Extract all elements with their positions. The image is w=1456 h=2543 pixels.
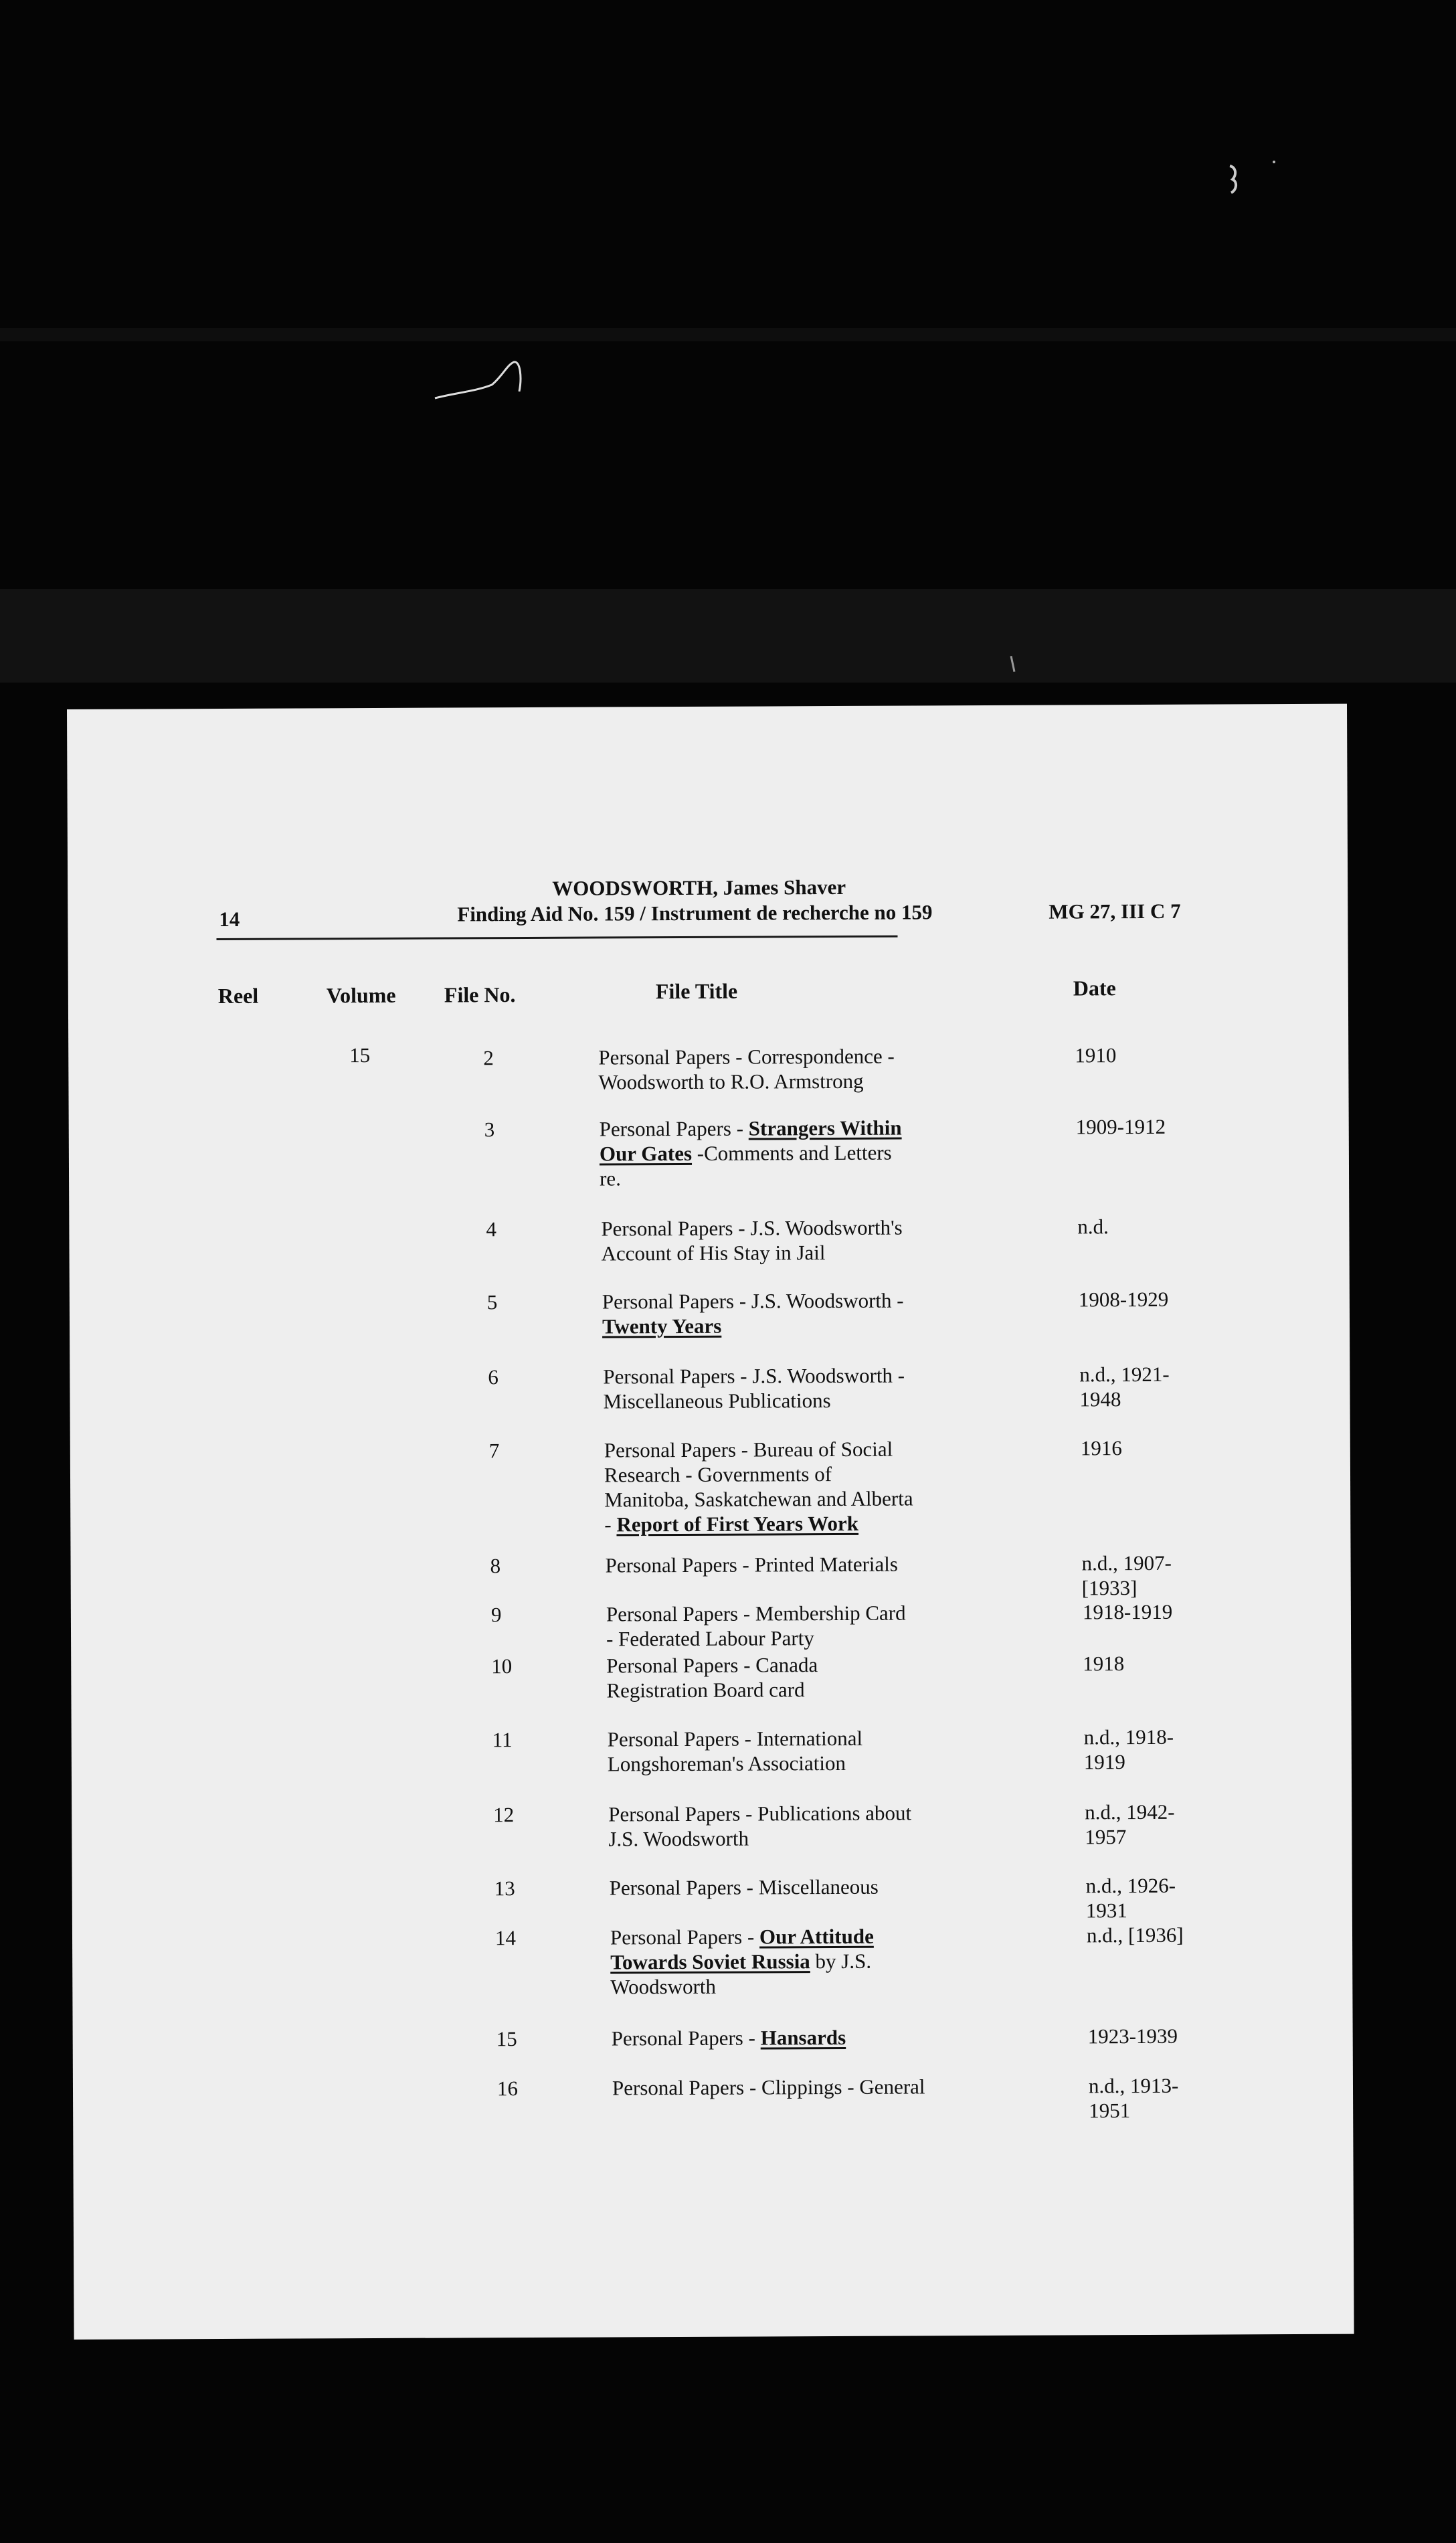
volume-number: 15 — [349, 1043, 371, 1067]
title-text: Manitoba, Saskatchewan and Alberta — [604, 1486, 913, 1512]
title-text: Personal Papers - — [610, 1925, 760, 1949]
title-text: by J.S. — [810, 1949, 872, 1974]
file-number: 10 — [491, 1654, 513, 1678]
title-text: Personal Papers - Correspondence - — [598, 1044, 895, 1069]
file-title-line — [604, 1461, 913, 1487]
file-date — [1079, 1362, 1170, 1412]
file-title-line — [608, 1726, 863, 1752]
file-title — [608, 1726, 863, 1777]
underlined-title: Our Gates — [599, 1141, 693, 1166]
file-title-line — [601, 1240, 902, 1266]
file-date — [1086, 1873, 1176, 1923]
file-number: 6 — [488, 1365, 498, 1389]
title-text: Woodsworth to R.O. Armstrong — [598, 1069, 864, 1094]
file-title-line — [608, 1826, 911, 1852]
file-date — [1084, 1725, 1174, 1775]
file-title-line — [608, 1801, 911, 1827]
file-number: 9 — [490, 1603, 502, 1627]
file-title-line — [604, 1486, 913, 1512]
date-line: 1948 — [1079, 1387, 1121, 1411]
file-number: 13 — [494, 1876, 515, 1901]
underlined-title: Towards Soviet Russia — [610, 1949, 810, 1974]
file-title — [612, 2025, 846, 2051]
file-date — [1089, 2073, 1179, 2123]
title-text: Personal Papers - International — [607, 1726, 863, 1751]
background-band-upper — [0, 328, 1456, 341]
file-title — [610, 1924, 874, 2000]
document-subtitle: Finding Aid No. 159 / Instrument de recherche no 159 — [457, 900, 933, 926]
title-text: Longshoreman's Association — [607, 1751, 846, 1776]
file-title-line — [606, 1626, 906, 1652]
date-line: 1923-1939 — [1087, 2024, 1178, 2048]
file-title-line — [610, 1874, 879, 1901]
file-number: 7 — [488, 1439, 500, 1463]
archive-reference: MG 27, III C 7 — [1049, 899, 1181, 924]
document-page — [67, 704, 1354, 2340]
underlined-title: Twenty Years — [602, 1314, 722, 1338]
date-line: 1916 — [1080, 1436, 1122, 1460]
file-title-line — [598, 1044, 895, 1070]
underlined-title: Report of First Years Work — [616, 1511, 859, 1537]
file-title — [606, 1601, 906, 1652]
date-line: 1931 — [1085, 1899, 1127, 1923]
file-date — [1077, 1214, 1109, 1239]
date-line: 1951 — [1089, 2099, 1131, 2123]
file-title-line — [606, 1652, 818, 1678]
file-date — [1075, 1043, 1116, 1067]
file-date — [1085, 1800, 1175, 1850]
file-number: 4 — [486, 1217, 496, 1241]
file-date — [1081, 1435, 1122, 1460]
file-number: 5 — [486, 1290, 498, 1314]
date-line: n.d., 1918- — [1083, 1725, 1174, 1749]
column-header-date: Date — [1073, 976, 1116, 1000]
title-text: Personal Papers - Canada — [606, 1653, 818, 1678]
file-number: 8 — [490, 1554, 501, 1578]
title-text: Personal Papers - Printed Materials — [605, 1552, 899, 1577]
title-text: Personal Papers - Clippings - General — [612, 2075, 925, 2100]
file-title-line — [604, 1436, 913, 1462]
file-title-line — [603, 1363, 905, 1389]
date-line: [1933] — [1081, 1576, 1138, 1600]
date-line: n.d., 1926- — [1085, 1873, 1176, 1898]
file-title-line — [610, 1924, 874, 1950]
date-line: 1908-1929 — [1078, 1287, 1169, 1312]
title-text: -Comments and Letters — [691, 1140, 892, 1165]
file-title-line — [598, 1069, 895, 1095]
file-title-line — [603, 1388, 905, 1414]
file-number: 16 — [496, 2077, 519, 2101]
title-text: Miscellaneous Publications — [603, 1389, 831, 1413]
file-title-line — [610, 1974, 874, 2000]
file-title — [603, 1363, 905, 1414]
stray-mark-dot — [1273, 161, 1275, 163]
file-title — [601, 1215, 903, 1266]
file-title — [604, 1436, 913, 1537]
background-band-middle — [0, 589, 1456, 683]
title-text: - Federated Labour Party — [606, 1626, 814, 1651]
file-title-line — [602, 1288, 904, 1314]
title-text: J.S. Woodsworth — [608, 1826, 749, 1851]
date-line: 1957 — [1085, 1825, 1127, 1849]
file-title — [612, 2074, 925, 2100]
underlined-title: Hansards — [760, 2025, 846, 2050]
stray-mark-squiggle — [428, 358, 529, 405]
page-number: 14 — [219, 907, 240, 932]
date-line: 1909-1912 — [1075, 1114, 1166, 1139]
title-text: Registration Board card — [606, 1678, 805, 1702]
stray-mark-hook — [1224, 161, 1245, 201]
date-line: n.d. — [1077, 1215, 1109, 1239]
title-text: Personal Papers - J.S. Woodsworth's — [601, 1215, 903, 1241]
file-number: 11 — [492, 1728, 513, 1752]
header-rule — [216, 936, 897, 940]
column-header-file-no: File No. — [444, 982, 516, 1007]
title-text: Personal Papers - Miscellaneous — [609, 1874, 879, 1900]
document-title: WOODSWORTH, James Shaver — [552, 875, 846, 900]
file-date — [1088, 2024, 1178, 2049]
date-line: 1910 — [1075, 1043, 1117, 1067]
file-title — [610, 1874, 879, 1901]
date-line: n.d., 1907- — [1081, 1551, 1172, 1575]
date-line: n.d., [1936] — [1086, 1923, 1184, 1947]
file-title — [606, 1652, 818, 1702]
date-line: 1918 — [1083, 1652, 1125, 1676]
title-text: Personal Papers - Publications about — [608, 1801, 912, 1826]
date-line: 1919 — [1083, 1750, 1125, 1774]
file-title-line — [612, 2074, 925, 2100]
file-title — [608, 1801, 911, 1852]
title-text: Personal Papers - Membership Card — [606, 1601, 906, 1626]
title-text: - — [604, 1512, 617, 1537]
file-title-line — [608, 1751, 863, 1777]
file-date — [1083, 1651, 1124, 1676]
file-title — [606, 1552, 899, 1578]
date-line: n.d., 1913- — [1088, 2073, 1179, 2098]
column-header-volume: Volume — [326, 982, 396, 1008]
column-header-file-title: File Title — [655, 978, 738, 1004]
title-text: Account of His Stay in Jail — [601, 1241, 826, 1265]
file-title-line — [610, 1949, 874, 1975]
file-title — [598, 1044, 895, 1095]
title-text: Personal Papers - — [611, 2026, 761, 2050]
file-title-line — [600, 1140, 902, 1166]
file-title — [600, 1116, 902, 1191]
file-title-line — [600, 1116, 902, 1142]
date-line: 1918-1919 — [1082, 1599, 1173, 1624]
file-number: 3 — [484, 1118, 495, 1142]
file-date — [1082, 1551, 1172, 1601]
title-text: Woodsworth — [610, 1974, 717, 1999]
date-line: n.d., 1921- — [1079, 1362, 1170, 1387]
title-text: Personal Papers - J.S. Woodsworth - — [603, 1363, 905, 1389]
file-number: 15 — [496, 2027, 517, 2051]
file-number: 12 — [493, 1803, 515, 1827]
title-text: Personal Papers - Bureau of Social — [604, 1437, 893, 1462]
file-number: 2 — [483, 1046, 494, 1070]
file-title-line — [606, 1601, 906, 1627]
file-number: 14 — [494, 1926, 517, 1950]
file-title-line — [612, 2025, 846, 2051]
file-date — [1079, 1287, 1168, 1312]
title-text: re. — [599, 1166, 621, 1191]
file-title-line — [606, 1677, 818, 1702]
date-line: n.d., 1942- — [1085, 1800, 1175, 1824]
file-title-line — [604, 1510, 913, 1537]
title-text: Personal Papers - — [599, 1116, 749, 1141]
file-date — [1087, 1923, 1184, 1948]
title-text: Research - Governments of — [604, 1462, 832, 1487]
column-header-reel: Reel — [217, 983, 259, 1009]
file-title-line — [606, 1552, 899, 1578]
file-title-line — [600, 1165, 902, 1191]
file-title-line — [601, 1215, 902, 1241]
underlined-title: Strangers Within — [748, 1116, 902, 1140]
underlined-title: Our Attitude — [759, 1924, 874, 1949]
file-title — [602, 1288, 904, 1339]
title-text: Personal Papers - J.S. Woodsworth - — [602, 1288, 904, 1314]
file-title-line — [602, 1313, 904, 1339]
file-date — [1083, 1599, 1172, 1625]
file-date — [1076, 1114, 1166, 1140]
